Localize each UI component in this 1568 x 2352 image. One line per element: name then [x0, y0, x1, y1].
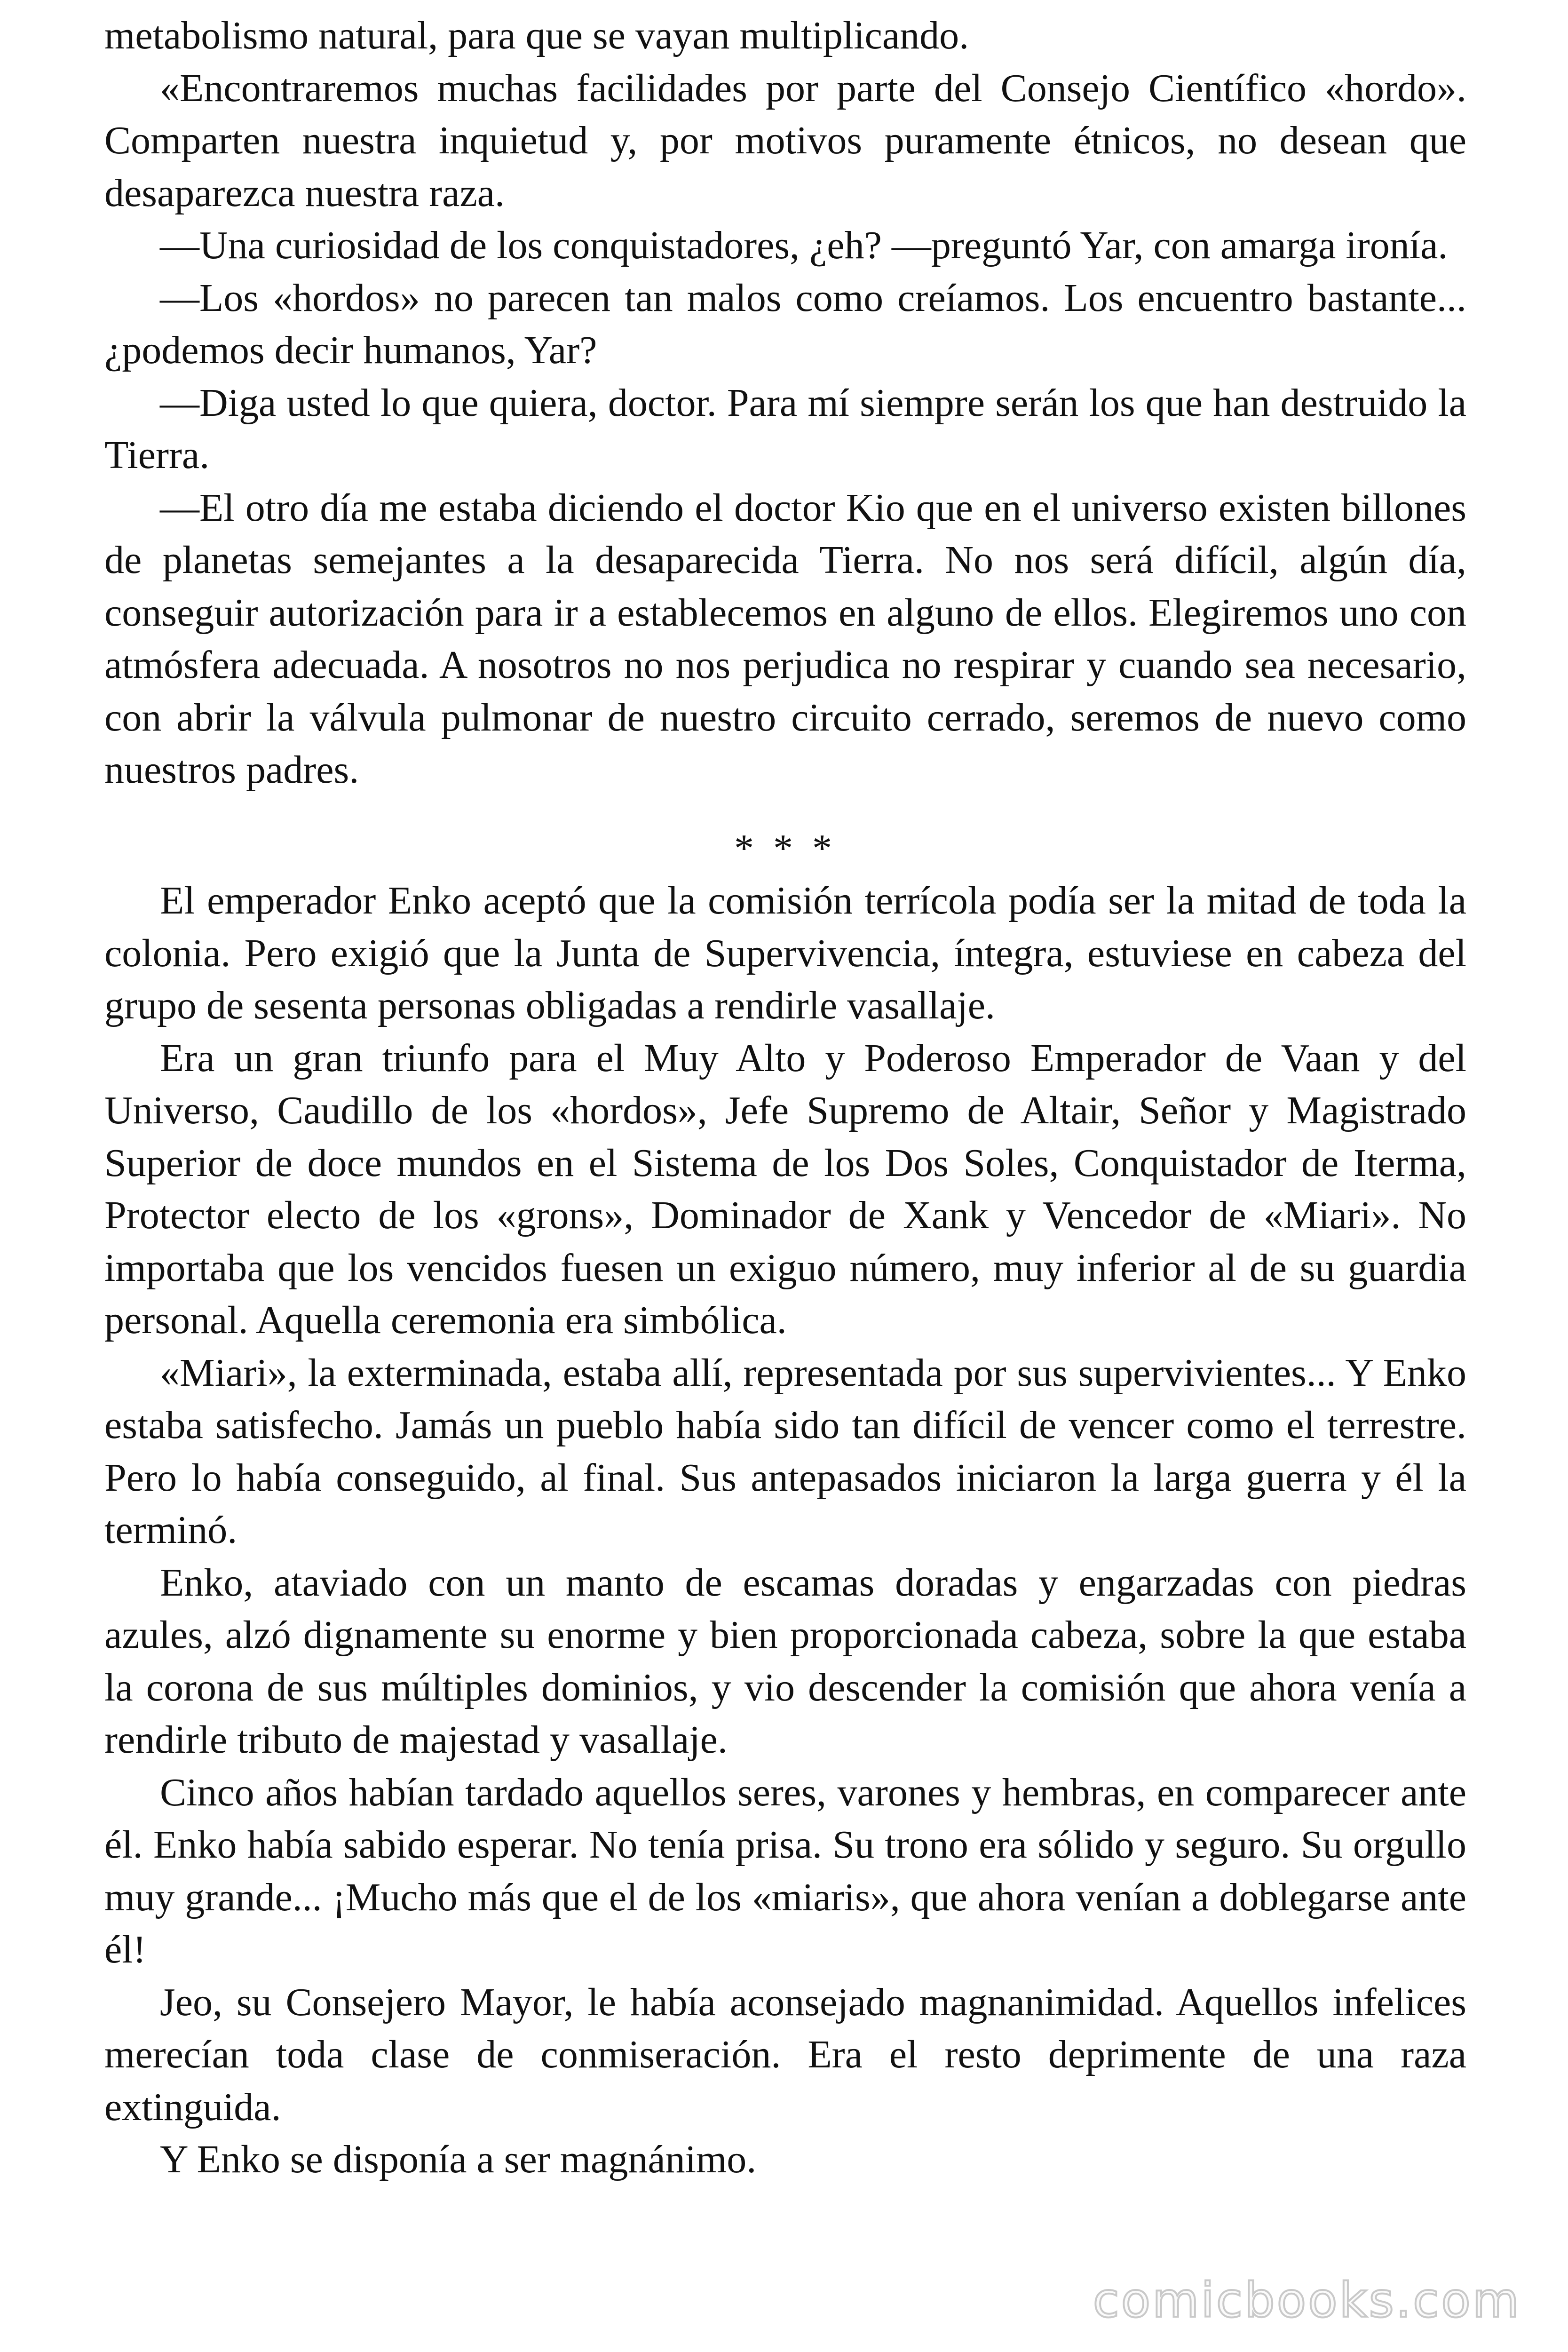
paragraph-final: Y Enko se disponía a ser magnánimo.: [160, 2137, 757, 2181]
paragraph: Cinco años habían tardado aquellos seres, varones y hembras, en comparecer ante él. Enko había sabido esperar. No tenía prisa. Su trono era sólido y seguro. Su orgullo muy grande... ¡Mucho más que el de los «miaris», que ahora venían a doblegarse ante él!: [104, 1770, 1466, 1971]
paragraph: —Diga usted lo que quiera, doctor. Para mí siempre serán los que han destruido la Tierra.: [104, 381, 1466, 477]
section-separator: * * *: [734, 826, 837, 870]
site-watermark: comicbooks.com: [1093, 2273, 1521, 2328]
paragraph: Enko, ataviado con un manto de escamas doradas y engarzadas con piedras azules, alzó dignamente su enorme y bien proporcionada cabeza, sobre la que estaba la corona de sus múltiples dominios, y vio descender la comisión que ahora venía a rendirle tributo de majestad y vasallaje.: [104, 1560, 1466, 1762]
paragraph: —Una curiosidad de los conquistadores, ¿eh? —preguntó Yar, con amarga ironía.: [160, 223, 1448, 267]
paragraph-continuation: metabolismo natural, para que se vayan multiplicando.: [104, 14, 969, 57]
paragraph: Jeo, su Consejero Mayor, le había aconsejado magnanimidad. Aquellos infelices merecían toda clase de conmiseración. Era el resto deprimente de una raza extinguida.: [104, 1980, 1466, 2129]
paragraph: «Encontraremos muchas facilidades por parte del Consejo Científico «hordo». Comparten nuestra inquietud y, por motivos puramente étnicos, no desean que desaparezca nuestra raza.: [104, 66, 1466, 215]
paragraph: El emperador Enko aceptó que la comisión terrícola podía ser la mitad de toda la colonia. Pero exigió que la Junta de Supervivencia, íntegra, estuviese en cabeza del grupo de sesenta personas obligadas a rendirle vasallaje.: [104, 879, 1466, 1027]
paragraph: Era un gran triunfo para el Muy Alto y Poderoso Emperador de Vaan y del Universo, Caudillo de los «hordos», Jefe Supremo de Altair, Señor y Magistrado Superior de doce mundos en el Sistema de los Dos Soles, Conquistador de Iterma, Protector electo de los «grons», Dominador de Xank y Vencedor de «Miari». No importaba que los vencidos fuesen un exiguo número, muy inferior al de su guardia personal. Aquella ceremonia era simbólica.: [104, 1036, 1466, 1342]
book-page: [104, 9, 1466, 2186]
paragraph: —El otro día me estaba diciendo el doctor Kio que en el universo existen billones de planetas semejantes a la desaparecida Tierra. No nos será difícil, algún día, conseguir autorización para ir a establecemos en alguno de ellos. Elegiremos uno con atmósfera adecuada. A nosotros no nos perjudica no respirar y cuando sea necesario, con abrir la válvula pulmonar de nuestro circuito cerrado, seremos de nuevo como nuestros padres.: [104, 485, 1466, 792]
paragraph: «Miari», la exterminada, estaba allí, representada por sus supervivientes... Y Enko estaba satisfecho. Jamás un pueblo había sido tan difícil de vencer como el terrestre. Pero lo había conseguido, al final. Sus antepasados iniciaron la larga guerra y él la terminó.: [104, 1351, 1466, 1552]
paragraph: —Los «hordos» no parecen tan malos como creíamos. Los encuentro bastante... ¿podemos decir humanos, Yar?: [104, 276, 1466, 372]
